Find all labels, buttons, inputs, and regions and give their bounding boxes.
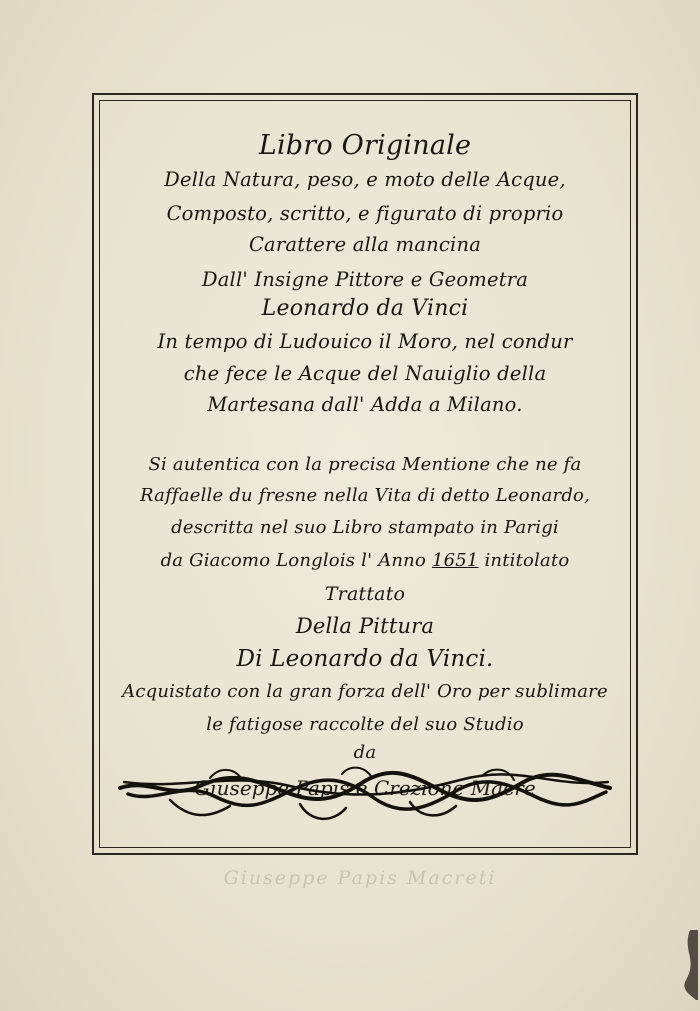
acquisition-line: le fatigose raccolte del suo Studio	[206, 714, 524, 735]
text-line: descritta nel suo Libro stampato in Parigi	[171, 517, 559, 538]
treatise-title-line: Della Pittura	[295, 614, 435, 638]
treatise-title-line: Trattato	[324, 583, 406, 605]
publisher-text: da Giacomo Longlois l' Anno	[160, 550, 427, 571]
publisher-text-end: intitolato	[484, 550, 570, 571]
treatise-title-line: Di Leonardo da Vinci.	[236, 646, 494, 672]
text-line: Dall' Insigne Pittore e Geometra	[201, 268, 529, 291]
acquisition-line: da	[353, 742, 377, 763]
text-line: Si autentica con la precisa Mentione che ne fa	[148, 454, 582, 475]
faint-pencil-note: Giuseppe Papis Macreti	[223, 867, 497, 889]
text-line: Carattere alla mancina	[248, 233, 482, 256]
text-line: che fece le Acque del Nauiglio della	[183, 362, 547, 385]
acquisition-line: Acquistato con la gran forza dell' Oro per sublimare	[122, 681, 608, 702]
text-line: In tempo di Ludouico il Moro, nel condur	[157, 330, 573, 353]
publisher-line	[100, 550, 630, 571]
text-line: Martesana dall' Adda a Milano.	[207, 393, 523, 416]
struck-out-signature	[110, 760, 620, 830]
scribble-strikethrough-icon	[110, 760, 620, 830]
author-name-line: Leonardo da Vinci	[261, 296, 469, 321]
text-line: Della Natura, peso, e moto delle Acque,	[164, 168, 566, 191]
document-title: Libro Originale	[258, 130, 472, 161]
text-line: Raffaelle du fresne nella Vita di detto Leonardo,	[139, 485, 591, 506]
publication-year: 1651	[431, 550, 479, 571]
text-line: Composto, scritto, e figurato di proprio	[166, 202, 564, 225]
paper-stain-icon	[668, 930, 698, 1000]
struck-name-text: Giuseppe Papis e Crezione Macre	[194, 776, 536, 800]
